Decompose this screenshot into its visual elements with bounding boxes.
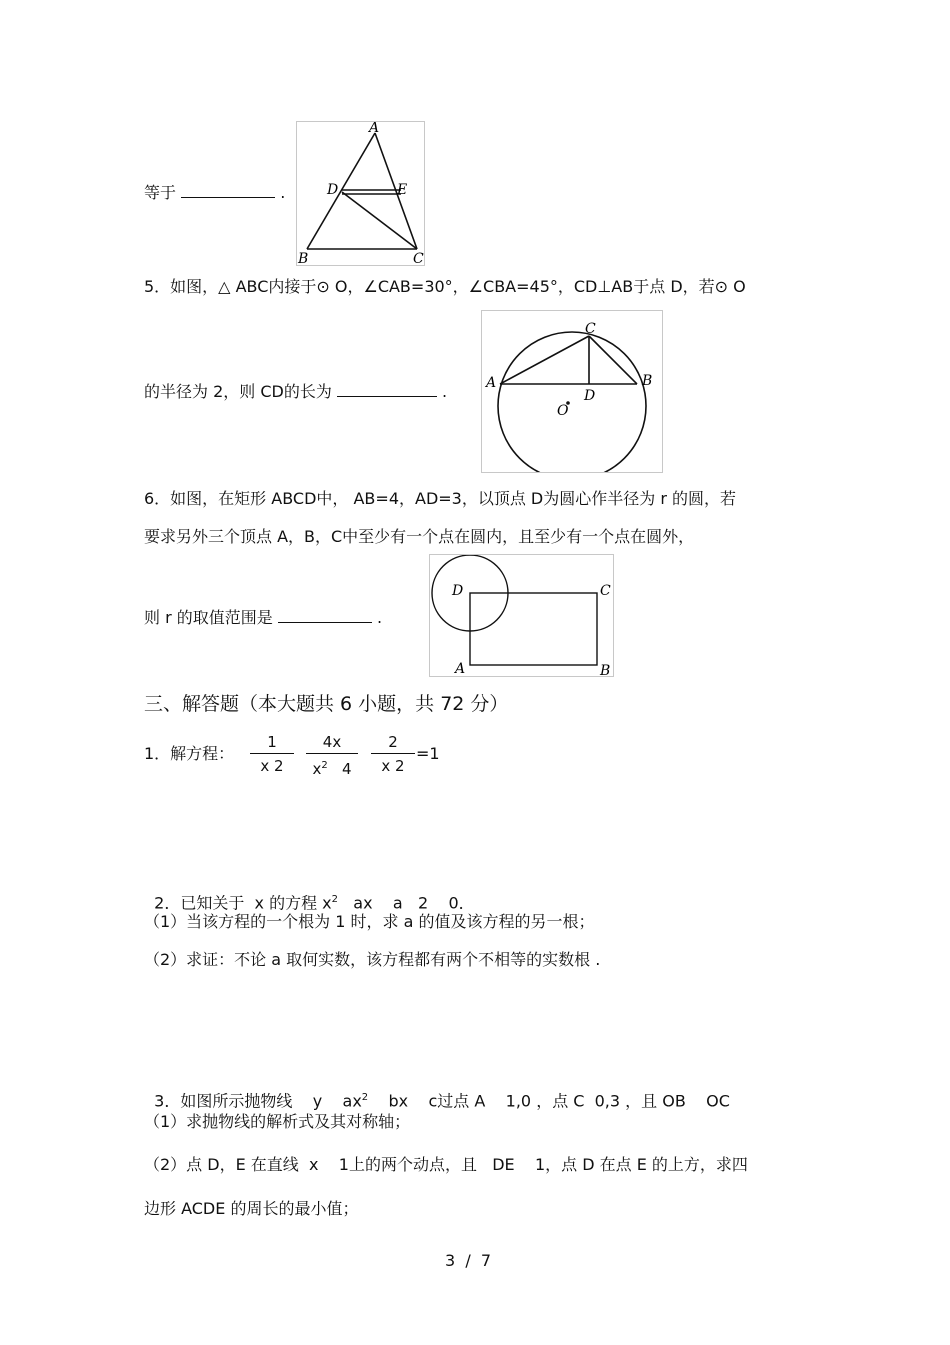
figure-triangle-de — [296, 121, 425, 266]
fraction-bar — [250, 753, 294, 754]
label-a: A — [486, 375, 497, 391]
answer-blank[interactable] — [337, 382, 437, 397]
q4-tail-text: 等于 — [144, 183, 177, 202]
fraction-bar — [306, 753, 358, 754]
label-e: E — [397, 182, 408, 198]
fraction-bar — [371, 753, 415, 754]
p2-line3: （2）求证：不论 a 取何实数，该方程都有两个不相等的实数根 . — [144, 950, 601, 969]
circle-o — [498, 332, 646, 472]
figure-circle-triangle — [481, 310, 663, 473]
label-d: D — [584, 388, 596, 404]
rectangle-abcd — [470, 593, 597, 665]
label-d: D — [452, 583, 464, 599]
answer-blank[interactable] — [278, 608, 372, 623]
q5-line1: 5．如图，△ ABC内接于⊙ O，∠CAB=30°，∠CBA=45°，CD⊥AB于点 D，若⊙ O — [144, 277, 746, 296]
p2-line1-b: ax a 2 0． — [338, 893, 475, 913]
fraction-2-num: 4x — [322, 733, 342, 751]
p3-line2: （1）求抛物线的解析式及其对称轴； — [144, 1112, 411, 1131]
p2-line2: （1）当该方程的一个根为 1 时，求 a 的值及该方程的另一根； — [144, 912, 595, 931]
label-c: C — [585, 321, 596, 337]
fraction-1 — [250, 733, 294, 775]
segment-dc — [342, 192, 417, 249]
side-ab — [307, 133, 375, 249]
triangle-diagram — [297, 122, 424, 265]
label-b: B — [642, 373, 653, 389]
fraction-1-num: 1 — [267, 733, 277, 751]
q6-end: . — [376, 608, 383, 627]
label-c: C — [600, 583, 611, 599]
p1-prefix: 1．解方程： — [144, 744, 235, 763]
fraction-3-num: 2 — [388, 733, 398, 751]
fraction-2-den — [306, 757, 358, 778]
fraction-1-den: x 2 — [260, 757, 284, 775]
p2-line1 — [144, 870, 475, 913]
q5-line2-text: 的半径为 2，则 CD的长为 — [144, 382, 332, 401]
label-b: B — [298, 251, 309, 265]
p2-line1-a: 2．已知关于 x 的方程 x — [154, 893, 332, 913]
q5-end: . — [442, 382, 448, 401]
p3-line1-b: bx c过点 A 1,0 ，点 C 0,3 ，且 OB OC — [368, 1091, 730, 1111]
q6-line3-text: 则 r 的取值范围是 — [144, 608, 273, 627]
label-a: A — [369, 122, 380, 136]
circle-diagram — [482, 311, 662, 472]
rectangle-diagram — [430, 555, 613, 676]
p3-line4: 边形 ACDE 的周长的最小值； — [144, 1199, 359, 1218]
fraction-2-den-rest: 4 — [327, 760, 352, 778]
q6-line3 — [144, 608, 382, 628]
page-number: 3 / 7 — [445, 1251, 492, 1270]
label-d: D — [327, 182, 339, 198]
p3-line1 — [144, 1068, 730, 1111]
figure-rectangle-circle — [429, 554, 614, 677]
label-a: A — [455, 661, 466, 676]
answer-blank[interactable] — [181, 183, 275, 198]
p2-line1-exp: 2 — [331, 894, 339, 905]
q4-tail — [144, 183, 285, 203]
side-ac — [375, 133, 417, 249]
fraction-3 — [371, 733, 415, 775]
fraction-2-den-exp: 2 — [321, 760, 328, 771]
label-b: B — [600, 663, 611, 676]
q5-line2 — [144, 382, 447, 402]
p3-line3: （2）点 D，E 在直线 x 1上的两个动点，且 DE 1，点 D 在点 E 的上方，求四 — [144, 1155, 748, 1174]
p3-line1-exp: 2 — [361, 1092, 369, 1103]
p3-line1-a: 3．如图所示抛物线 y ax — [154, 1091, 362, 1111]
q6-line1: 6．如图，在矩形 ABCD中， AB=4，AD=3，以顶点 D为圆心作半径为 r 的圆，若 — [144, 489, 737, 508]
fraction-2 — [306, 733, 358, 778]
fraction-3-den: x 2 — [381, 757, 405, 775]
fraction-2-den-base: x — [312, 760, 322, 778]
p1-suffix: =1 — [416, 744, 440, 763]
q4-tail-end: . — [280, 183, 286, 202]
q6-line2: 要求另外三个顶点 A，B，C中至少有一个点在圆内，且至少有一个点在圆外， — [144, 527, 695, 546]
label-o: O — [557, 403, 569, 419]
section-heading: 三、解答题（本大题共 6 小题，共 72 分） — [144, 693, 509, 715]
label-c: C — [413, 251, 424, 265]
